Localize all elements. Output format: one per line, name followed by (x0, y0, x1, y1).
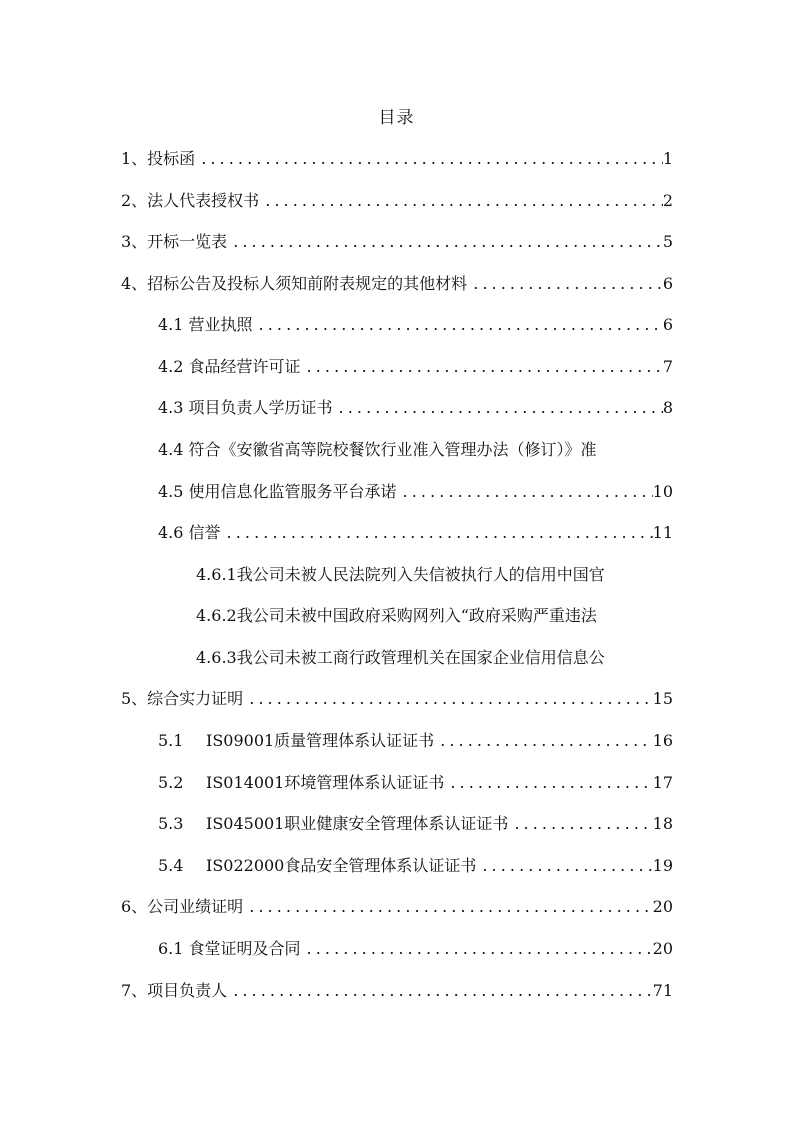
toc-page-number: 16 (652, 731, 673, 750)
toc-entry-label: 4.6.1我公司未被人民法院列入失信被执行人的信用中国官 (196, 565, 605, 584)
dot-leader (476, 856, 652, 875)
toc-section-number: 5.2 (158, 773, 184, 792)
toc-entry-label (158, 853, 476, 876)
dot-leader (259, 191, 663, 210)
toc-entry[interactable] (121, 978, 673, 1006)
toc-section-number: 5.1 (158, 731, 184, 750)
toc-page-number: 5 (662, 232, 673, 251)
toc-entry-label: 7、项目负责人 (121, 981, 228, 1000)
toc-entry[interactable] (121, 894, 673, 922)
toc-page-number: 11 (652, 523, 673, 542)
dot-leader (243, 897, 652, 916)
toc-entry-label: 4.4 符合《安徽省高等院校餐饮行业准入管理办法（修订）》准 (158, 440, 597, 459)
toc-entry-label: 6.1 食堂证明及合同 (158, 939, 301, 958)
toc-entry[interactable] (158, 936, 673, 964)
toc-entry-text: IS045001职业健康安全管理体系认证证书 (206, 814, 509, 833)
toc-entry-label (158, 811, 508, 834)
toc-entry-label: 2、法人代表授权书 (121, 191, 260, 210)
toc-page-number: 19 (652, 856, 673, 875)
toc-page-number: 10 (652, 482, 673, 501)
toc-entry-label: 3、开标一览表 (121, 232, 228, 251)
toc-entry-label: 1、投标函 (121, 149, 196, 168)
toc-entry[interactable] (196, 645, 673, 673)
dot-leader (253, 315, 663, 334)
dot-leader (195, 149, 663, 168)
toc-entry[interactable] (121, 229, 673, 257)
toc-entry-label: 4.6.2我公司未被中国政府采购网列入“政府采购严重违法 (196, 606, 597, 625)
dot-leader (301, 357, 663, 376)
toc-entry[interactable] (158, 853, 673, 881)
toc-page-number: 6 (662, 274, 673, 293)
dot-leader (227, 232, 663, 251)
toc-entry-label: 4.2 食品经营许可证 (158, 357, 301, 376)
dot-leader (397, 482, 653, 501)
toc-entry[interactable] (158, 312, 673, 340)
toc-page-number: 7 (662, 357, 673, 376)
toc-section-number: 5.3 (158, 814, 184, 833)
toc-entry[interactable] (121, 271, 673, 299)
toc-entry[interactable] (158, 479, 673, 507)
toc-page-number: 2 (662, 191, 673, 210)
toc-entry-text: IS022000食品安全管理体系认证证书 (206, 856, 477, 875)
dot-leader (467, 274, 663, 293)
dot-leader (444, 773, 652, 792)
toc-page-number: 18 (652, 814, 673, 833)
toc-page-number: 8 (662, 398, 673, 417)
toc-entry[interactable] (196, 562, 673, 590)
toc-page-number: 71 (652, 981, 673, 1000)
toc-entry[interactable] (121, 188, 673, 216)
toc-entry[interactable] (158, 811, 673, 839)
toc-entry-label: 4.3 项目负责人学历证书 (158, 398, 333, 417)
toc-entry-text: IS09001质量管理体系认证证书 (206, 731, 435, 750)
dot-leader (221, 523, 653, 542)
toc-page-number: 1 (662, 149, 673, 168)
toc-section-number: 5.4 (158, 856, 184, 875)
dot-leader (243, 689, 652, 708)
toc-entry[interactable] (158, 354, 673, 382)
toc-entry[interactable] (158, 728, 673, 756)
toc-entry-label: 5、综合实力证明 (121, 689, 244, 708)
page-title: 目录 (378, 108, 415, 128)
toc-entry[interactable] (121, 146, 673, 174)
dot-leader (333, 398, 663, 417)
toc-entry[interactable] (196, 603, 673, 631)
dot-leader (508, 814, 652, 833)
toc-entry[interactable] (158, 437, 673, 465)
toc-page-number: 20 (652, 939, 673, 958)
toc-entry-label (158, 770, 444, 793)
toc-entry[interactable] (158, 520, 673, 548)
toc-entry-label (158, 728, 434, 751)
toc-page-number: 17 (652, 773, 673, 792)
toc-entry-label: 4.6 信誉 (158, 523, 221, 542)
toc-page-number: 15 (652, 689, 673, 708)
toc-entry[interactable] (158, 395, 673, 423)
dot-leader (434, 731, 652, 750)
toc-entry-label: 4、招标公告及投标人须知前附表规定的其他材料 (121, 274, 468, 293)
toc-page-number: 20 (652, 897, 673, 916)
toc-entry[interactable] (121, 686, 673, 714)
toc-entry-label: 4.1 营业执照 (158, 315, 253, 334)
dot-leader (301, 939, 653, 958)
toc-entry-label: 4.5 使用信息化监管服务平台承诺 (158, 482, 397, 501)
toc-entry-text: IS014001环境管理体系认证证书 (206, 773, 445, 792)
toc-entry-label: 4.6.3我公司未被工商行政管理机关在国家企业信用信息公 (196, 648, 605, 667)
toc-entry[interactable] (158, 770, 673, 798)
toc-page-number: 6 (662, 315, 673, 334)
dot-leader (227, 981, 652, 1000)
toc-entry-label: 6、公司业绩证明 (121, 897, 244, 916)
